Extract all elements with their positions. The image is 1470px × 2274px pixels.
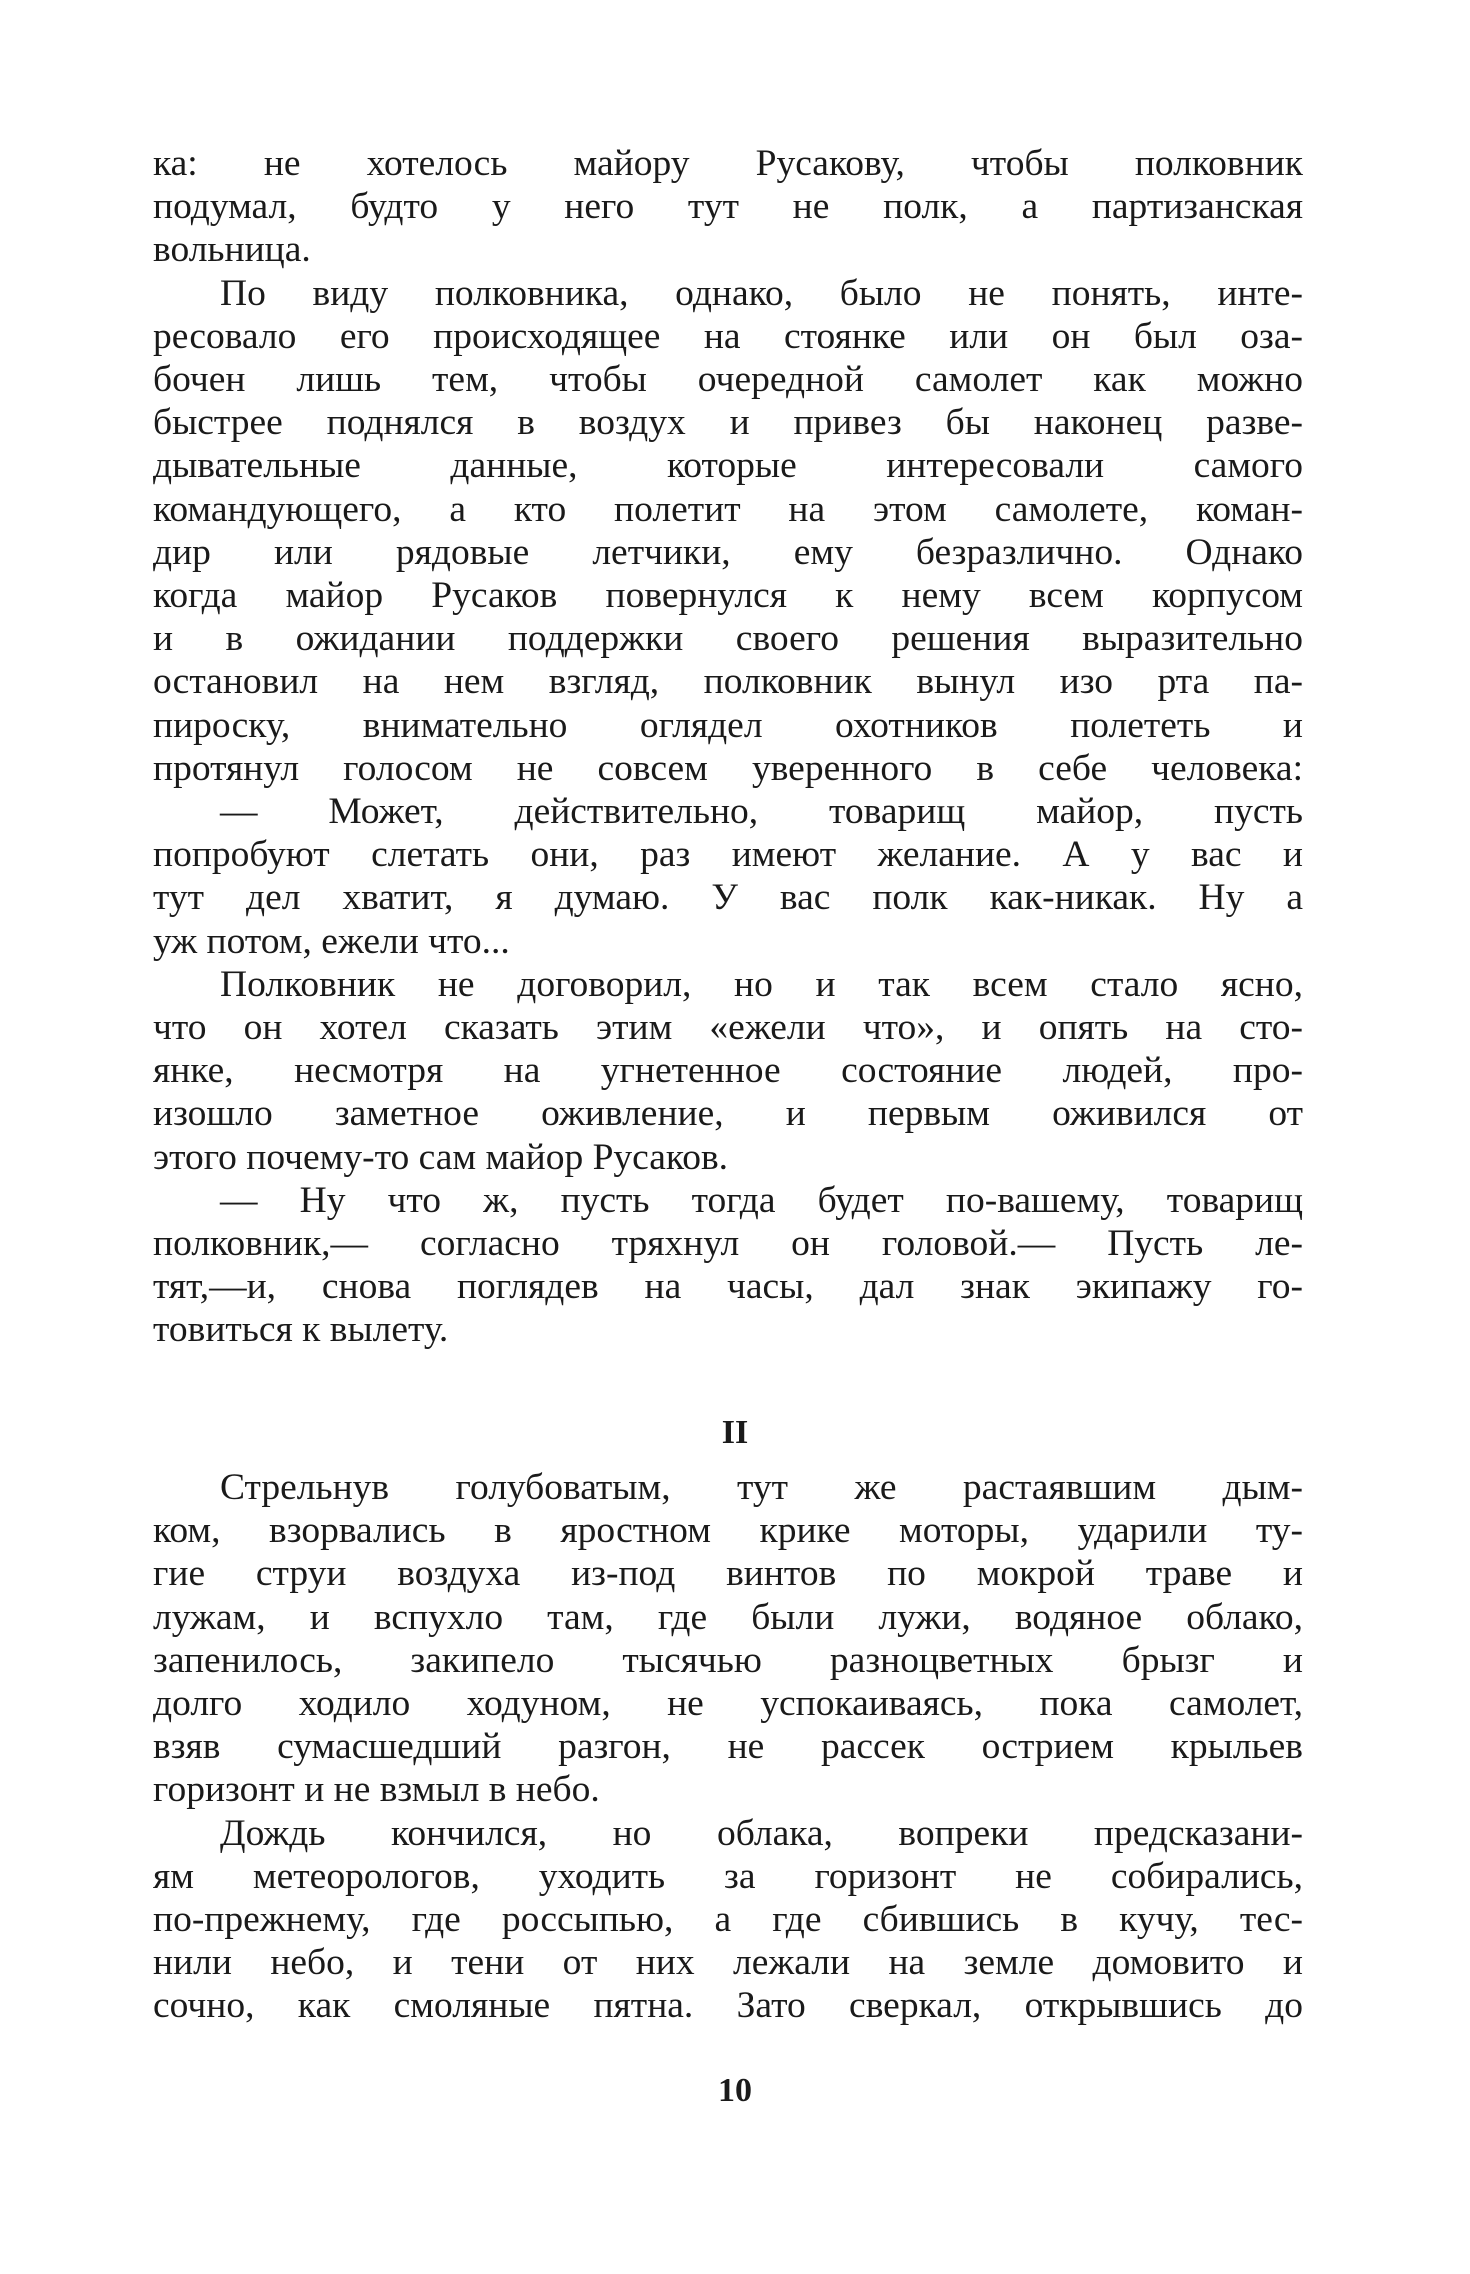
text-line: изошло заметное оживление, и первым оживился от: [153, 1093, 1303, 1135]
text-line: лужам, и вспухло там, где были лужи, водяное облако,: [153, 1596, 1303, 1638]
text-line: командующего, а кто полетит на этом самолете, коман-: [153, 488, 1303, 530]
text-line: сочно, как смоляные пятна. Зато сверкал, открывшись до: [153, 1985, 1303, 2027]
page-number: 10: [718, 2072, 752, 2109]
text-line: запенилось, закипело тысячью разноцветных брызг и: [153, 1639, 1303, 1681]
text-line: Дождь кончился, но облака, вопреки предсказани-: [220, 1812, 1303, 1854]
text-line: Полковник не договорил, но и так всем стало ясно,: [220, 963, 1303, 1005]
text-line: остановил на нем взгляд, полковник вынул изо рта па-: [153, 661, 1303, 703]
text-line: бочен лишь тем, чтобы очередной самолет как можно: [153, 359, 1303, 401]
text-line: полковник,— согласно тряхнул он головой.— Пусть ле-: [153, 1223, 1303, 1265]
text-line: — Может, действительно, товарищ майор, пусть: [220, 791, 1303, 833]
text-line: подумал, будто у него тут не полк, а партизанская: [153, 186, 1303, 228]
text-line: ком, взорвались в яростном крике моторы, ударили ту-: [153, 1510, 1303, 1552]
text-line: протянул голосом не совсем уверенного в себе человека:: [153, 747, 1303, 789]
text-line: ресовало его происходящее на стоянке или он был оза-: [153, 315, 1303, 357]
text-line: быстрее поднялся в воздух и привез бы наконец разве-: [153, 402, 1303, 444]
text-line: ям метеорологов, уходить за горизонт не собирались,: [153, 1855, 1303, 1897]
text-line: тут дел хватит, я думаю. У вас полк как-никак. Ну а: [153, 877, 1303, 919]
text-block-bottom: [153, 1466, 1303, 2028]
text-block-top: [153, 142, 1303, 1352]
text-line: дывательные данные, которые интересовали самого: [153, 445, 1303, 487]
text-line: горизонт и не взмыл в небо.: [153, 1769, 600, 1811]
text-line: — Ну что ж, пусть тогда будет по-вашему, товарищ: [220, 1179, 1303, 1221]
text-line: долго ходило ходуном, не успокаиваясь, пока самолет,: [153, 1683, 1303, 1725]
text-line: пироску, внимательно оглядел охотников полететь и: [153, 704, 1303, 746]
text-line: когда майор Русаков повернулся к нему всем корпусом: [153, 575, 1303, 617]
text-line: По виду полковника, однако, было не понять, инте-: [220, 272, 1303, 314]
text-line: дир или рядовые летчики, ему безразлично. Однако: [153, 531, 1303, 573]
text-line: вольница.: [153, 229, 311, 271]
section-heading: II: [721, 1414, 749, 1451]
text-line: взяв сумасшедший разгон, не рассек острием крыльев: [153, 1726, 1303, 1768]
text-line: и в ожидании поддержки своего решения выразительно: [153, 618, 1303, 660]
text-line: попробуют слетать они, раз имеют желание. А у вас и: [153, 834, 1303, 876]
text-line: товиться к вылету.: [153, 1309, 449, 1351]
text-line: янке, несмотря на угнетенное состояние людей, про-: [153, 1050, 1303, 1092]
text-line: тят,—и, снова поглядев на часы, дал знак экипажу го-: [153, 1266, 1303, 1308]
text-line: гие струи воздуха из-под винтов по мокрой траве и: [153, 1553, 1303, 1595]
text-line: Стрельнув голубоватым, тут же растаявшим дым-: [220, 1467, 1303, 1508]
text-line: нили небо, и тени от них лежали на земле домовито и: [153, 1942, 1303, 1984]
text-line: по-прежнему, где россыпью, а где сбившись в кучу, тес-: [153, 1899, 1303, 1941]
text-line: уж потом, ежели что...: [153, 920, 510, 962]
text-line: что он хотел сказать этим «ежели что», и опять на сто-: [153, 1007, 1303, 1049]
text-line: этого почему-то сам майор Русаков.: [153, 1136, 729, 1178]
text-line: ка: не хотелось майору Русакову, чтобы полковник: [153, 143, 1303, 184]
